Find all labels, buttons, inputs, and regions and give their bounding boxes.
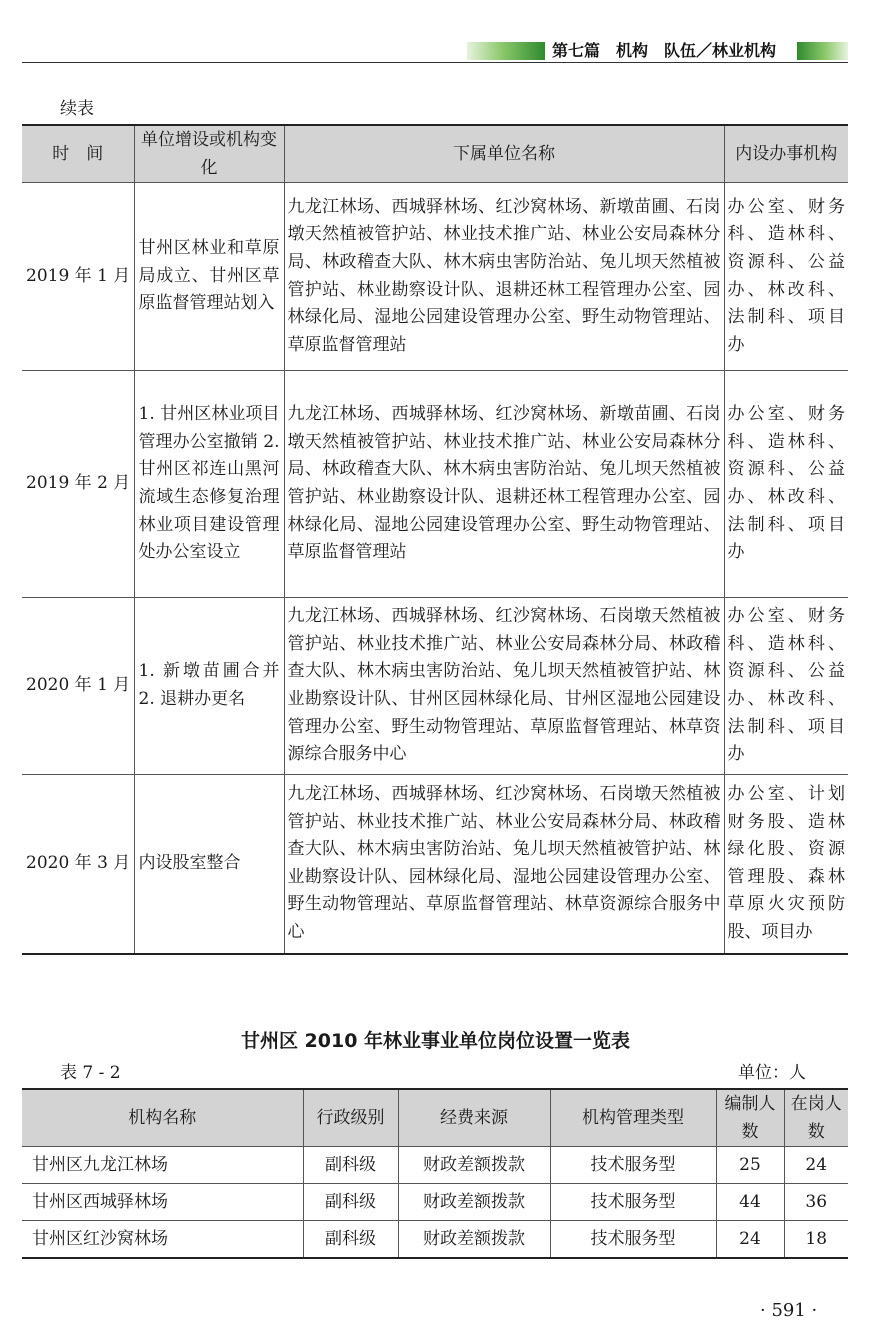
- cell-quota: 44: [716, 1184, 784, 1221]
- running-header: [22, 40, 848, 62]
- table2-number: 表 7 - 2: [60, 1063, 121, 1083]
- cell-quota: 25: [716, 1147, 784, 1184]
- cell-funding: 财政差额拨款: [398, 1184, 550, 1221]
- cell-type: 技术服务型: [550, 1147, 716, 1184]
- col-header-staff: 在岗人数: [784, 1089, 848, 1147]
- cell-level: 副科级: [303, 1221, 398, 1258]
- institution-changes-table: [22, 124, 848, 955]
- cell-inner: 办公室、财务科、造林科、资源科、公益办、林改科、法制科、项目办: [724, 183, 848, 371]
- continuation-label: 续表: [60, 99, 94, 119]
- table-row: [22, 775, 848, 954]
- cell-inner: 办公室、财务科、造林科、资源科、公益办、林改科、法制科、项目办: [724, 371, 848, 598]
- table-row: [22, 598, 848, 775]
- cell-level: 副科级: [303, 1184, 398, 1221]
- table-row: [22, 1147, 848, 1184]
- cell-staff: 24: [784, 1147, 848, 1184]
- cell-change: 甘州区林业和草原局成立、甘州区草原监督管理站划入: [134, 183, 284, 371]
- cell-funding: 财政差额拨款: [398, 1221, 550, 1258]
- cell-name: 甘州区红沙窝林场: [32, 1228, 168, 1249]
- cell-time: 2020 年 1 月: [26, 675, 131, 696]
- cell-name: 甘州区西城驿林场: [32, 1192, 168, 1212]
- cell-quota: 24: [716, 1221, 784, 1258]
- cell-units: 九龙江林场、西城驿林场、红沙窝林场、新墩苗圃、石岗墩天然植被管护站、林业技术推广站、林业公安局森林分局、林政稽查大队、林木病虫害防治站、兔儿坝天然植被管护站、林业勘察设计队、退耕还林工程管理办公室、园林绿化局、湿地公园建设管理办公室、野生动物管理站、草原监督管理站: [284, 371, 724, 598]
- header-green-bar-left: [467, 42, 545, 60]
- cell-staff: 18: [784, 1221, 848, 1258]
- header-section-title: 第七篇 机构 队伍／林业机构: [552, 41, 777, 60]
- col-header-type: 机构管理类型: [550, 1089, 716, 1147]
- table-row: [22, 1221, 848, 1258]
- cell-change: 1. 新墩苗圃合并 2. 退耕办更名: [134, 598, 284, 775]
- cell-units: 九龙江林场、西城驿林场、红沙窝林场、石岗墩天然植被管护站、林业技术推广站、林业公安局森林分局、林政稽查大队、林木病虫害防治站、兔儿坝天然植被管护站、林业勘察设计队、园林绿化局、湿地公园建设管理办公室、野生动物管理站、草原监督管理站、林草资源综合服务中心: [284, 775, 724, 954]
- table-row: [22, 183, 848, 371]
- cell-time: 2019 年 1 月: [26, 265, 131, 286]
- table-row: [22, 1184, 848, 1221]
- col-header-level: 行政级别: [303, 1089, 398, 1147]
- col-header-time: 时 间: [22, 125, 134, 183]
- col-header-name: 机构名称: [22, 1089, 303, 1147]
- table-row: [22, 371, 848, 598]
- col-header-funding: 经费来源: [398, 1089, 550, 1147]
- header-green-bar-right: [797, 42, 848, 60]
- cell-inner: 办公室、财务科、造林科、资源科、公益办、林改科、法制科、项目办: [724, 598, 848, 775]
- cell-level: 副科级: [303, 1147, 398, 1184]
- cell-type: 技术服务型: [550, 1184, 716, 1221]
- post-setting-table: [22, 1088, 848, 1259]
- cell-change: 1. 甘州区林业项目管理办公室撤销 2. 甘州区祁连山黑河流域生态修复治理林业项目建设管理处办公室设立: [134, 371, 284, 598]
- col-header-units: 下属单位名称: [284, 125, 724, 183]
- page-number: · 591 ·: [760, 1300, 818, 1321]
- cell-inner: 办公室、计划财务股、造林绿化股、资源管理股、森林草原火灾预防股、项目办: [724, 775, 848, 954]
- cell-time: 2020 年 3 月: [26, 852, 131, 873]
- header-rule: [22, 62, 848, 63]
- cell-units: 九龙江林场、西城驿林场、红沙窝林场、新墩苗圃、石岗墩天然植被管护站、林业技术推广站、林业公安局森林分局、林政稽查大队、林木病虫害防治站、兔儿坝天然植被管护站、林业勘察设计队、退耕还林工程管理办公室、园林绿化局、湿地公园建设管理办公室、野生动物管理站、草原监督管理站: [284, 183, 724, 371]
- col-header-change: 单位增设或机构变化: [134, 125, 284, 183]
- col-header-inner: 内设办事机构: [724, 125, 848, 183]
- cell-funding: 财政差额拨款: [398, 1147, 550, 1184]
- cell-name: 甘州区九龙江林场: [32, 1155, 168, 1175]
- cell-type: 技术服务型: [550, 1221, 716, 1258]
- table2-title: 甘州区 2010 年林业事业单位岗位设置一览表: [240, 1030, 631, 1052]
- cell-time: 2019 年 2 月: [26, 473, 131, 494]
- col-header-quota: 编制人数: [716, 1089, 784, 1147]
- table2-unit: 单位：人: [738, 1063, 806, 1083]
- cell-staff: 36: [784, 1184, 848, 1221]
- cell-units: 九龙江林场、西城驿林场、红沙窝林场、石岗墩天然植被管护站、林业技术推广站、林业公安局森林分局、林政稽查大队、林木病虫害防治站、兔儿坝天然植被管护站、林业勘察设计队、甘州区园林绿化局、甘州区湿地公园建设管理办公室、野生动物管理站、草原监督管理站、林草资源综合服务中心: [284, 598, 724, 775]
- cell-change: 内设股室整合: [134, 775, 284, 954]
